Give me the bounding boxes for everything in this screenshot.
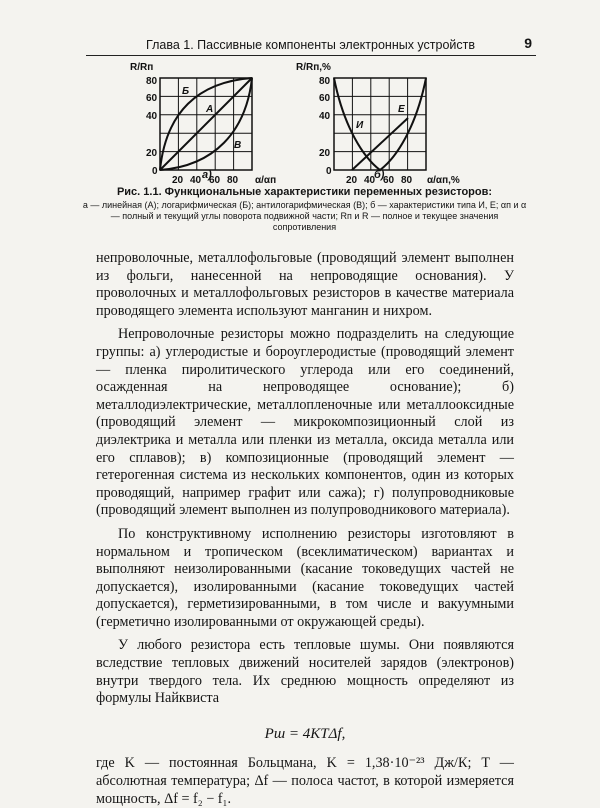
panel-a-tick: 40 (146, 111, 158, 122)
panel-a-x-label: α/αп (255, 175, 277, 186)
curve-label-v: В (234, 140, 242, 151)
curve-i (334, 78, 426, 170)
paragraph: По конструктивному исполнению резисторы изготовляют в нормальном и тропическом (всеклиматическом) вариантах и выполняют неизолированными (касание токоведущих частей не допускается), изолированными (касание токоведущих частей допускается), герметизированными, в том числе и вакуумными (герметично изолированными от окружающей среды). (96, 525, 514, 630)
paragraph: непроволочные, металлофольговые (проводящий элемент выполнен из фольги, нанесенной на непроводящие основания). У проволочных и металлофольговых резисторов в качестве материала проводящего элемента используют манганин и нихром. (96, 250, 514, 319)
panel-b-label: б) (374, 169, 385, 181)
caption-title: Рис. 1.1. Функциональные характеристики переменных резисторов: (116, 186, 493, 198)
page-number: 9 (524, 35, 532, 51)
curve-label-b: Б (182, 86, 190, 97)
panel-b-x-label: α/αп,% (427, 175, 460, 186)
curve-label-a: А (206, 104, 214, 115)
panel-b-tick: 20 (319, 148, 331, 159)
panel-b-tick: 60 (319, 93, 331, 104)
panel-b-tick: 40 (319, 111, 331, 122)
figure-functional-characteristics (118, 62, 478, 186)
panel-b-tick: 20 (346, 175, 358, 186)
panel-b-zero: 0 (326, 166, 332, 177)
figure-caption (82, 186, 527, 233)
panel-a-zero: 0 (152, 166, 158, 177)
panel-a-tick: 60 (146, 93, 158, 104)
panel-a-tick: 60 (209, 175, 221, 186)
nyquist-formula: Pш = 4KTΔf, (264, 725, 346, 742)
body-text (96, 250, 514, 808)
panel-a-y-label: R/Rп (130, 62, 154, 73)
paragraph: У любого резистора есть тепловые шумы. Они появляются вследствие тепловых движений носителей зарядов (электронов) внутри твердого тела. Их среднюю мощность определяют из формулы Найквиста (96, 637, 514, 707)
running-header (86, 36, 536, 58)
panel-b-tick: 80 (401, 175, 413, 186)
panel-a-tick: 80 (227, 175, 239, 186)
panel-a-label: а) (202, 169, 212, 181)
header-rule (86, 55, 536, 56)
paragraph: Непроволочные резисторы можно подразделить на следующие группы: а) углеродистые и бороуглеродистые (проводящий элемент — пленка пиролитического углерода или его соединений, осажденная на непроводящее основание); б) металлодиэлектрические, металлопленочные или металлооксидные (проводящий элемент — микрокомпозиционный слой из диэлектрика и металла или пленки из металла, оксида металла или его сплавов); в) композиционные (проводящий элемент — гетерогенная система из нескольких компонентов, один из которых проводящий, например графит или сажа); г) полупроводниковые (проводящий элемент выполнен из полупроводникового материала). (96, 326, 514, 519)
panel-b-tick: 40 (364, 175, 376, 186)
panel-b-tick: 80 (319, 76, 331, 87)
curve-label-i: И (356, 120, 364, 131)
panel-a-tick: 40 (190, 175, 202, 186)
panel-a-tick: 20 (146, 148, 158, 159)
panel-b-tick: 60 (383, 175, 395, 186)
curve-label-e: Е (398, 104, 405, 115)
chapter-title: Глава 1. Пассивные компоненты электронных устройств (146, 38, 476, 52)
panel-a-tick: 80 (146, 76, 158, 87)
paragraph: где K — постоянная Больцмана, K = 1,38·10⁻²³ Дж/К; T — абсолютная температура; Δf — полоса частот, в которой измеряется мощность, Δf = f₂ − f₁. (96, 755, 514, 807)
panel-b-y-label: R/Rп,% (296, 62, 331, 73)
caption-legend: а — линейная (А); логарифмическая (Б); антилогарифмическая (В); б — характеристики типа И, Е; αп и α — полный и текущий углы поворота подвижной части; Rп и R — полное и текущее значения сопротивления (82, 200, 527, 232)
panel-a-tick: 20 (172, 175, 184, 186)
